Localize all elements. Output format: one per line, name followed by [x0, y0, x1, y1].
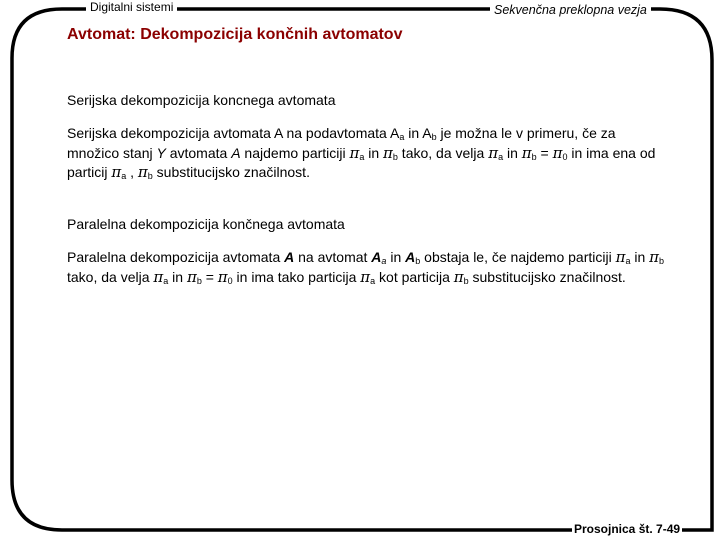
pi-symbol: π	[552, 143, 563, 162]
pi-symbol: π	[111, 163, 122, 181]
pi-symbol: π	[521, 143, 532, 162]
course-header: Digitalni sistemi	[86, 0, 177, 14]
serial-heading: Serijska dekompozicija koncnega avtomata	[67, 92, 336, 108]
pi-symbol: π	[615, 248, 626, 266]
slide-number: Prosojnica št. 7-49	[574, 522, 681, 536]
slide-title: Avtomat: Dekompozicija končnih avtomatov	[67, 26, 403, 43]
parallel-paragraph: Paralelna dekompozicija avtomata A na avtomat $A_a$ in $A_b$ obstaja le, če najdemo particiji $\pi_a$ in $\pi_b$ tako, da velja $\pi_a$ in $\pi_b = \pi_0$ in ima tako particija $\pi_a$ kot particija $\pi_b$ substitucijsko značilnost.	[67, 248, 665, 286]
chapter-header: Sekvenčna preklopna vezja	[490, 3, 651, 17]
pi-symbol: π	[349, 143, 360, 162]
pi-symbol: π	[186, 267, 197, 286]
pi-symbol: π	[137, 163, 148, 181]
pi-symbol: π	[453, 267, 464, 286]
pi-symbol: π	[360, 267, 371, 286]
pi-symbol: π	[217, 267, 228, 286]
pi-symbol: π	[488, 143, 499, 162]
pi-symbol: π	[383, 143, 393, 162]
pi-symbol: π	[649, 248, 660, 266]
serial-paragraph: Serijska dekompozicija avtomata A na podavtomata $A_a$ in $A_b$ je možna le v primeru, če za množico stanj Y avtomata A najdemo particiji $\pi_a$ in $\pi_b$ tako, da velja $\pi_a$ in $\pi_b = \pi_0$ in ima ena od particij $\pi_a$ , $\pi_b$ substitucijsko značilnost.	[67, 125, 656, 181]
pi-symbol: π	[153, 267, 164, 286]
parallel-heading: Paralelna dekompozicija končnega avtomata	[67, 216, 345, 232]
